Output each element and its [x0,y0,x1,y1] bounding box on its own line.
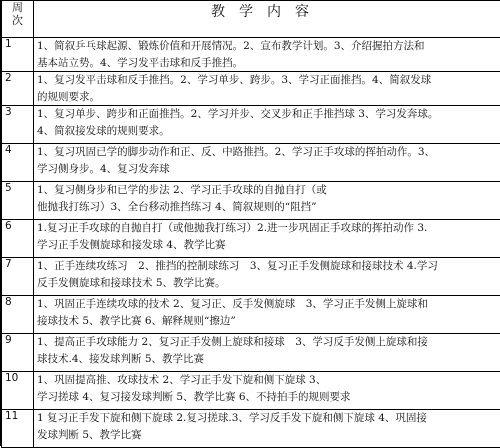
week-number: 2 [2,72,34,106]
table-row [2,258,500,296]
week-number: 7 [2,258,34,296]
content-line: 1 复习正手发下旋和侧下旋球 2.复习搓球.3、学习反手发下旋和侧下旋球 4、巩固接 [37,412,427,424]
week-header-bottom: 次 [12,14,23,27]
week-number: 10 [2,372,34,410]
week-header [2,1,34,38]
week-header-top: 周 [12,1,23,14]
week-number: 9 [2,334,34,372]
table-row [2,38,500,72]
content-line: 接球技术 5、教学比赛 6、解释规则“擦边” [37,315,236,327]
week-content [34,220,500,258]
content-line: 他抛我打练习）3、全台移动推挡练习 4、简叙规则的“阻挡” [37,201,316,213]
week-content [34,334,500,372]
content-line: 1、简叙乒乓球起源、锻炼价值和开展情况。2、宣布教学计划。3、介绍握拍方法和 [37,40,425,52]
content-line: 学习侧身步。4、复习发奔球 [37,163,170,175]
content-line: 反手发侧旋球和接球技术 5、教学比赛。 [37,277,226,289]
week-content [34,106,500,144]
week-number: 4 [2,144,34,182]
week-number: 11 [2,410,34,448]
table-row [2,220,500,258]
table-row [2,106,500,144]
content-line: 的规则要求。 [37,91,100,103]
week-content [34,372,500,410]
week-number: 8 [2,296,34,334]
week-number: 1 [2,38,34,72]
week-number: 5 [2,182,34,220]
table-row [2,144,500,182]
week-content [34,72,500,106]
content-line: 1、复习侧身步和已学的步法 2、学习正手攻球的自抛自打（或 [37,184,327,196]
week-content [34,144,500,182]
week-content [34,258,500,296]
content-line: 1、巩固提高推、攻球技术 2、学习正手发下旋和侧下旋球 3、 [37,374,326,386]
content-line: 4、简叙接发球的规则要求。 [37,125,170,137]
week-content [34,182,500,220]
content-line: 基本站立势。4、学习发平击球和反手推挡。 [37,57,243,69]
table-row [2,72,500,106]
content-line: 1.复习正手攻球的自抛自打（或他抛我打练习）2.进一步巩固正手攻球的挥拍动作 3. [37,222,427,234]
table-row [2,372,500,410]
week-number: 3 [2,106,34,144]
week-content [34,38,500,72]
content-line: 1、复习巩固已学的脚步动作和正、反、中路推挡。2、学习正手攻球的挥拍动作。3、 [37,146,435,158]
content-line: 球技术.4、接发球判断 5、教学比赛 [37,353,204,365]
week-content [34,410,500,448]
header-row [2,1,500,38]
table-row [2,296,500,334]
content-line: 1、正手连续攻练习 2、推挡的控制球练习 3、复习正手发侧旋球和接球技术 4.学习 [37,260,438,272]
content-line: 学习搓球 4、复习接发球判断 5、教学比赛 6、不持拍手的规则要求 [37,391,351,403]
content-line: 1、提高正手攻球能力 2、复习正手发侧上旋球和接球 3、学习反手发侧上旋球和接 [37,336,428,348]
content-line: 1、复习发平击球和反手推挡。2、学习单步、跨步。3、学习正面推挡。4、简叙发球 [37,74,431,86]
table-row [2,182,500,220]
week-content [34,296,500,334]
table-row [2,334,500,372]
teaching-plan-table [1,0,500,448]
week-number: 6 [2,220,34,258]
content-line: 发球判断 5、教学比赛 [37,429,142,441]
table-row [2,410,500,448]
content-header: 教学内容 [34,1,500,38]
content-line: 1、巩固正手连续攻球的技术 2、复习正、反手发侧旋球 3、学习正手发侧上旋球和 [37,298,428,310]
content-line: 学习正手发侧旋球和接发球 4、教学比赛 [37,239,226,251]
content-line: 1、复习单步、跨步和正面推挡。2、学习并步、交叉步和正手推挡球 3、学习发奔球。 [37,108,438,120]
